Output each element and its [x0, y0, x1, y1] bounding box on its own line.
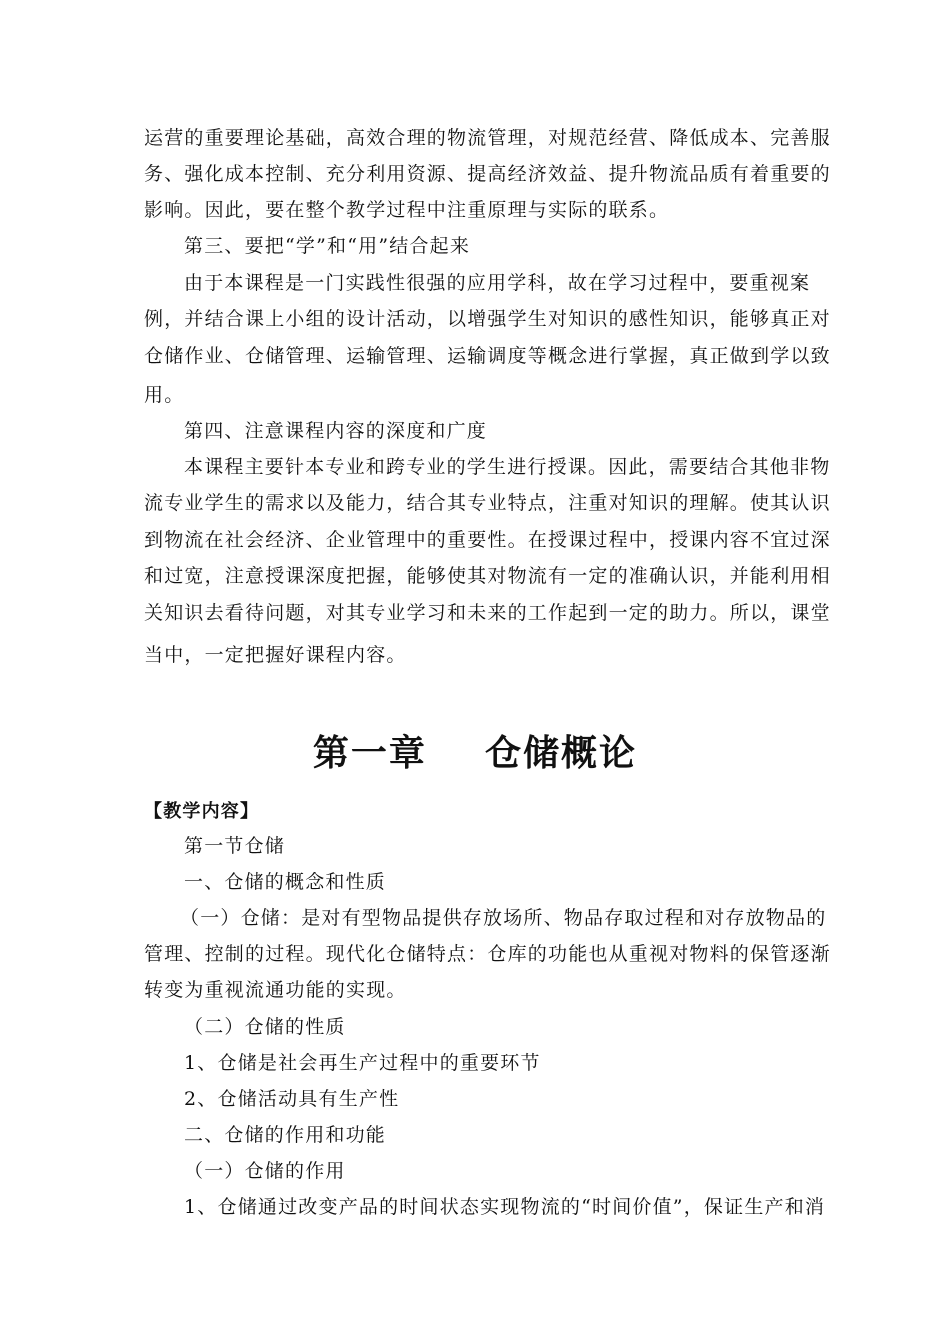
list-item: 2、仓储活动具有生产性	[184, 1088, 400, 1110]
subheading-line: 第四、注意课程内容的深度和广度	[184, 420, 488, 442]
paragraph-line: 由于本课程是一门实践性很强的应用学科，故在学习过程中，要重视案	[184, 272, 811, 294]
paragraph-line: 例，并结合课上小组的设计活动，以增强学生对知识的感性知识，能够真正对	[144, 308, 831, 330]
paragraph-line: 和过宽，注意授课深度把握，能够使其对物流有一定的准确认识，并能利用相	[144, 565, 831, 587]
paragraph-line: （一）仓储：是对有型物品提供存放场所、物品存取过程和对存放物品的	[180, 907, 827, 929]
list-item: 1、仓储是社会再生产过程中的重要环节	[184, 1052, 541, 1074]
paragraph-line: 流专业学生的需求以及能力，结合其专业特点，注重对知识的理解。使其认识	[144, 492, 831, 514]
paragraph-line: 管理、控制的过程。现代化仓储特点：仓库的功能也从重视对物料的保管逐渐	[144, 943, 831, 965]
subsection-heading: （一）仓储的作用	[184, 1160, 346, 1182]
paragraph-line: 关知识去看待问题，对其专业学习和未来的工作起到一定的助力。所以，课堂	[144, 602, 831, 624]
paragraph-line: 影响。因此，要在整个教学过程中注重原理与实际的联系。	[144, 199, 670, 221]
paragraph-line: 用。	[144, 384, 185, 406]
subsection-heading: （二）仓储的性质	[184, 1016, 346, 1038]
subheading-line: 第三、要把“学”和“用”结合起来	[184, 235, 471, 257]
chapter-title: 第一章 仓储概论	[312, 733, 638, 774]
paragraph-line: 仓储作业、仓储管理、运输管理、运输调度等概念进行掌握，真正做到学以致	[144, 345, 831, 367]
section-label: 【教学内容】	[144, 801, 260, 822]
subsection-heading: 一、仓储的概念和性质	[184, 871, 387, 893]
list-item: 1、仓储通过改变产品的时间状态实现物流的“时间价值”，保证生产和消	[184, 1196, 826, 1218]
paragraph-line: 本课程主要针本专业和跨专业的学生进行授课。因此，需要结合其他非物	[184, 456, 831, 478]
paragraph-line: 务、强化成本控制、充分利用资源、提高经济效益、提升物流品质有着重要的	[144, 163, 831, 185]
section-heading: 第一节仓储	[184, 835, 286, 857]
paragraph-line: 当中，一定把握好课程内容。	[144, 644, 407, 666]
paragraph-line: 运营的重要理论基础，高效合理的物流管理，对规范经营、降低成本、完善服	[144, 127, 831, 149]
paragraph-line: 到物流在社会经济、企业管理中的重要性。在授课过程中，授课内容不宜过深	[144, 529, 831, 551]
subsection-heading: 二、仓储的作用和功能	[184, 1124, 387, 1146]
paragraph-line: 转变为重视流通功能的实现。	[144, 979, 407, 1001]
